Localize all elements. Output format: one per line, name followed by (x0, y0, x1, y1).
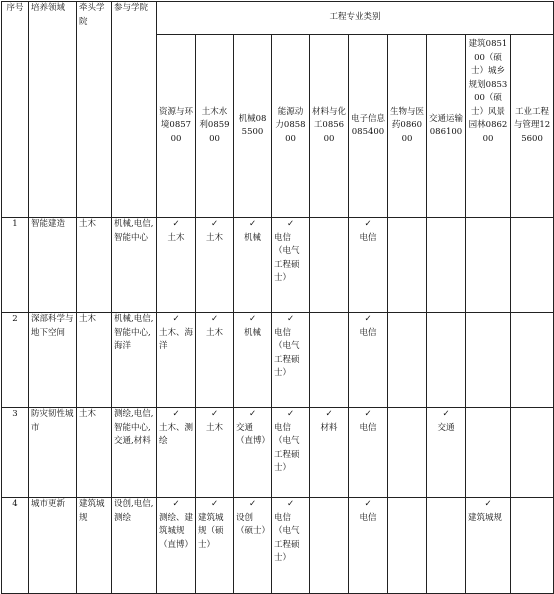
row-seq: 2 (2, 313, 29, 408)
cell-note: 土木、海洋 (159, 327, 194, 351)
cell-note: 交通 (437, 422, 455, 433)
row-partner-colleges: 机械,电信,智能中心 (112, 218, 157, 313)
category-cell-resources-environment (157, 498, 196, 594)
category-cell-biology-medicine (388, 313, 427, 408)
table-row (2, 498, 554, 594)
check-icon: ✓ (286, 409, 295, 419)
check-icon: ✓ (210, 314, 219, 324)
category-cell-energy-power (272, 313, 310, 408)
category-cell-architecture-planning-landscape (466, 218, 511, 313)
cell-note: 设创（硕士） (236, 512, 271, 536)
cell-note: 测绘、建筑城规（直博） (159, 512, 194, 550)
category-header-mechanical: 机械085500 (234, 35, 272, 218)
field-header: 培养领域 (29, 2, 77, 218)
row-lead-college: 土木 (77, 218, 112, 313)
category-cell-industrial-engineering-management (511, 218, 554, 313)
check-icon: ✓ (172, 314, 180, 324)
check-icon: ✓ (364, 314, 372, 324)
row-field: 城市更新 (29, 498, 77, 594)
cell-note: 电信 (359, 512, 377, 523)
category-header-biology-medicine: 生物与医药086000 (388, 35, 427, 218)
check-icon: ✓ (172, 499, 180, 509)
category-cell-mechanical (234, 498, 272, 594)
check-icon: ✓ (325, 409, 333, 419)
row-lead-college: 土木 (77, 408, 112, 498)
check-icon: ✓ (210, 219, 219, 229)
header-row-top (2, 2, 554, 35)
cell-note: 电信（电气工程硕士） (274, 232, 300, 283)
category-cell-materials-chemical (310, 408, 349, 498)
row-partner-colleges: 测绘,电信,智能中心,交通,材料 (112, 408, 157, 498)
check-icon: ✓ (364, 499, 372, 509)
partner-college-header: 参与学院 (112, 2, 157, 218)
cell-note: 电信 (359, 232, 377, 243)
cell-note: 机械 (243, 327, 261, 338)
category-cell-civil-hydraulic (196, 313, 234, 408)
row-lead-college: 建筑城规 (77, 498, 112, 594)
cell-note: 电信（电气工程硕士） (274, 327, 300, 378)
category-group-header: 工程专业类别 (157, 2, 554, 35)
cell-note: 土木 (205, 327, 223, 338)
check-icon: ✓ (248, 219, 257, 229)
row-seq: 4 (2, 498, 29, 594)
row-seq: 3 (2, 408, 29, 498)
cell-note: 交通（直博） (236, 422, 271, 446)
seq-header: 序号 (2, 2, 29, 218)
category-cell-energy-power (272, 408, 310, 498)
category-cell-energy-power (272, 218, 310, 313)
check-icon: ✓ (286, 499, 295, 509)
check-icon: ✓ (210, 499, 219, 509)
category-header-materials-chemical: 材料与化工085600 (310, 35, 349, 218)
row-field: 智能建造 (29, 218, 77, 313)
cell-note: 土木 (205, 232, 223, 243)
cell-note: 建筑城规（硕士） (198, 512, 224, 550)
check-icon: ✓ (286, 219, 295, 229)
category-cell-industrial-engineering-management (511, 408, 554, 498)
category-header-civil-hydraulic: 土木水利085900 (196, 35, 234, 218)
table-row (2, 313, 554, 408)
check-icon: ✓ (286, 314, 295, 324)
category-header-transportation: 交通运输086100 (427, 35, 466, 218)
category-header-industrial-engineering-management: 工业工程与管理125600 (511, 35, 554, 218)
lead-college-header: 牵头学院 (77, 2, 112, 218)
row-seq: 1 (2, 218, 29, 313)
category-cell-materials-chemical (310, 498, 349, 594)
row-partner-colleges: 设创,电信,测绘 (112, 498, 157, 594)
category-cell-architecture-planning-landscape (466, 313, 511, 408)
cell-note: 建筑城规 (468, 512, 503, 523)
row-lead-college: 土木 (77, 313, 112, 408)
cell-note: 机械 (243, 232, 261, 243)
check-icon: ✓ (442, 409, 450, 419)
check-icon: ✓ (248, 314, 257, 324)
category-cell-electronic-information (349, 313, 388, 408)
category-cell-electronic-information (349, 408, 388, 498)
check-icon: ✓ (172, 219, 180, 229)
cell-note: 土木、测绘 (159, 422, 194, 446)
category-cell-civil-hydraulic (196, 498, 234, 594)
check-icon: ✓ (248, 409, 257, 419)
check-icon: ✓ (364, 219, 372, 229)
category-cell-materials-chemical (310, 218, 349, 313)
category-cell-mechanical (234, 408, 272, 498)
category-header-resources-environment: 资源与环境085700 (157, 35, 196, 218)
cell-note: 电信 (359, 327, 377, 338)
category-cell-architecture-planning-landscape (466, 498, 511, 594)
cell-note: 电信（电气工程硕士） (274, 422, 300, 473)
category-cell-mechanical (234, 218, 272, 313)
cell-note: 电信（电气工程硕士） (274, 512, 300, 563)
check-icon: ✓ (364, 409, 372, 419)
category-cell-biology-medicine (388, 218, 427, 313)
category-header-energy-power: 能源动力085800 (272, 35, 310, 218)
check-icon: ✓ (484, 499, 492, 509)
table-row (2, 218, 554, 313)
row-field: 深部科学与地下空间 (29, 313, 77, 408)
check-icon: ✓ (248, 499, 257, 509)
category-cell-civil-hydraulic (196, 408, 234, 498)
category-cell-resources-environment (157, 408, 196, 498)
check-icon: ✓ (210, 409, 219, 419)
category-cell-transportation (427, 498, 466, 594)
category-cell-resources-environment (157, 313, 196, 408)
row-partner-colleges: 机械,电信,智能中心,海洋 (112, 313, 157, 408)
category-header-electronic-information: 电子信息085400 (349, 35, 388, 218)
cell-note: 材料 (320, 422, 338, 433)
check-icon: ✓ (172, 409, 180, 419)
category-cell-civil-hydraulic (196, 218, 234, 313)
row-field: 防灾韧性城市 (29, 408, 77, 498)
table-row (2, 408, 554, 498)
category-cell-biology-medicine (388, 498, 427, 594)
category-cell-mechanical (234, 313, 272, 408)
category-cell-biology-medicine (388, 408, 427, 498)
category-cell-materials-chemical (310, 313, 349, 408)
category-cell-transportation (427, 408, 466, 498)
cell-note: 土木 (167, 232, 185, 243)
category-cell-industrial-engineering-management (511, 498, 554, 594)
category-cell-industrial-engineering-management (511, 313, 554, 408)
category-header-architecture-planning-landscape: 建筑085100（硕士）城乡规划085300（硕士）风景园林086200 (466, 35, 511, 218)
category-cell-electronic-information (349, 498, 388, 594)
category-cell-architecture-planning-landscape (466, 408, 511, 498)
category-cell-resources-environment (157, 218, 196, 313)
discipline-table (1, 1, 554, 594)
category-cell-energy-power (272, 498, 310, 594)
category-cell-electronic-information (349, 218, 388, 313)
cell-note: 土木 (205, 422, 223, 433)
category-cell-transportation (427, 313, 466, 408)
category-cell-transportation (427, 218, 466, 313)
cell-note: 电信 (359, 422, 377, 433)
